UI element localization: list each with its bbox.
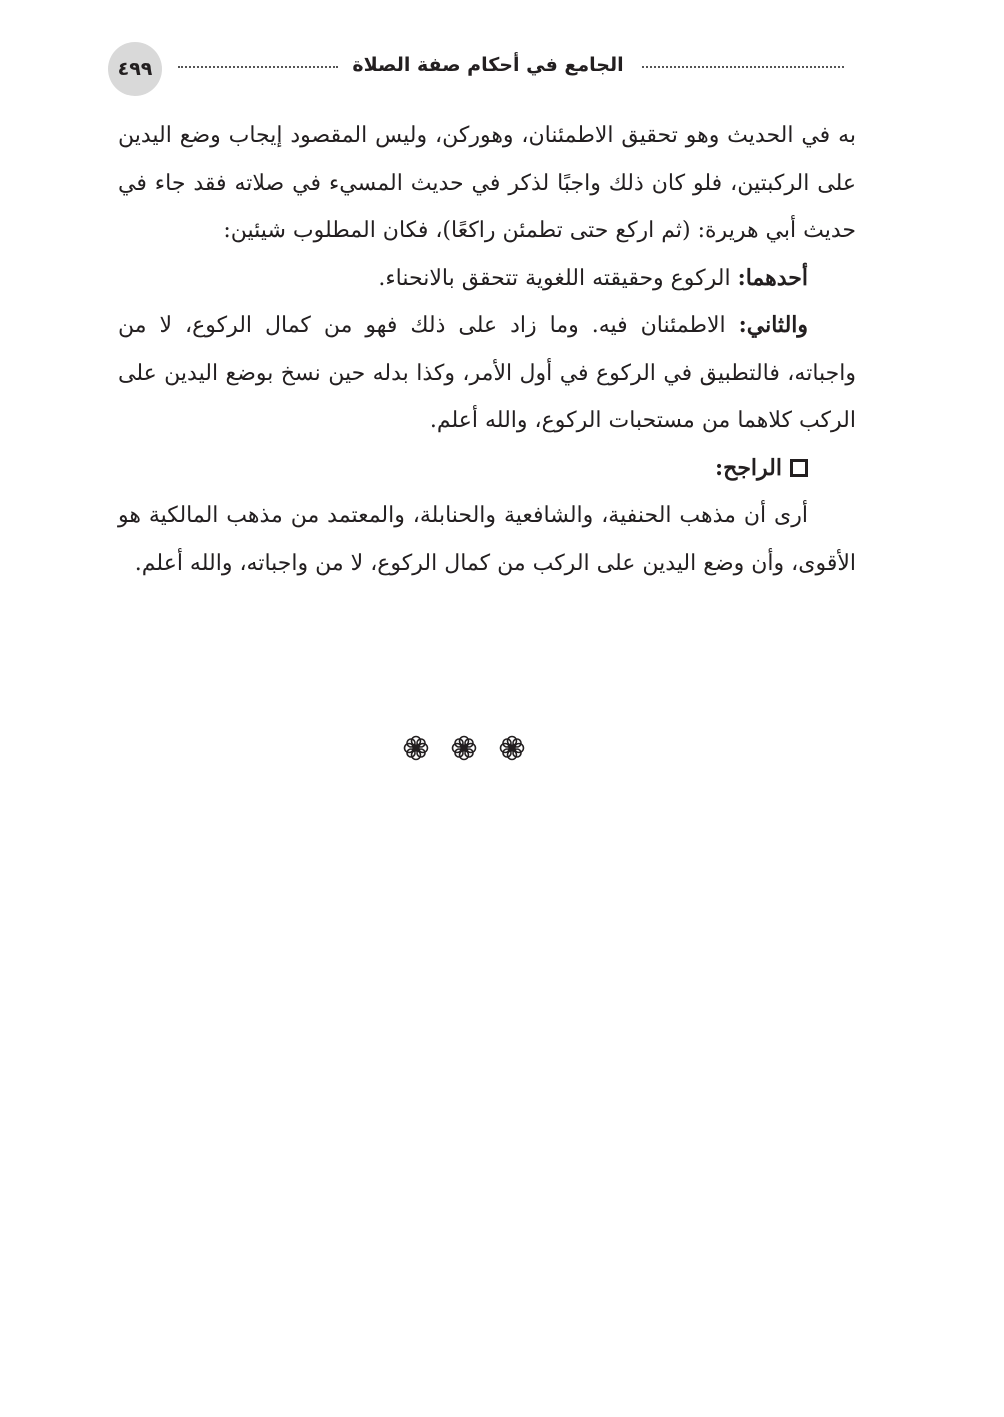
flower-icon: [498, 734, 526, 762]
flower-icon: [402, 734, 430, 762]
paragraph-continuation: به في الحديث وهو تحقيق الاطمئنان، وهوركن، وليس المقصود إيجاب وضع اليدين على الركبتين، فلو كان ذلك واجبًا لذكر في حديث المسيء في صلاته فقد جاء في حديث أبي هريرة: (ثم اركع حتى تطمئن راكعًا)، فكان المطلوب شيئين:: [118, 123, 856, 243]
running-title: الجامع في أحكام صفة الصلاة: [352, 54, 624, 76]
flower-icon: [450, 734, 478, 762]
preferred-opinion-heading: [118, 445, 856, 493]
page-body: [118, 112, 856, 587]
paragraph-second-point: [118, 302, 856, 445]
header-dotted-line-right: [642, 66, 844, 68]
square-bullet-icon: [790, 459, 808, 477]
page-number-badge: ٤٩٩: [108, 42, 162, 96]
paragraph-first-point: [118, 255, 856, 303]
paragraph-conclusion: أرى أن مذهب الحنفية، والشافعية والحنابلة، والمعتمد من مذهب المالكية هو الأقوى، وأن وضع اليدين على الركب من كمال الركوع، لا من واجباته، والله أعلم.: [118, 503, 856, 576]
second-point-label: والثاني:: [738, 312, 809, 338]
header-dotted-line-left: [178, 66, 338, 68]
first-point-label: أحدهما:: [737, 264, 808, 291]
page-header: [108, 42, 844, 96]
preferred-heading-text: الراجح:: [715, 454, 782, 481]
second-point-text: الاطمئنان فيه. وما زاد على ذلك فهو من كمال الركوع، لا من واجباته، فالتطبيق في الركوع في أول الأمر، وكذا بدله حين نسخ بوضع اليدين على الركب كلاهما من مستحبات الركوع، والله أعلم.: [118, 313, 856, 433]
first-point-text: الركوع وحقيقته اللغوية تتحقق بالانحناء.: [378, 265, 731, 291]
section-end-ornament: [402, 734, 526, 762]
